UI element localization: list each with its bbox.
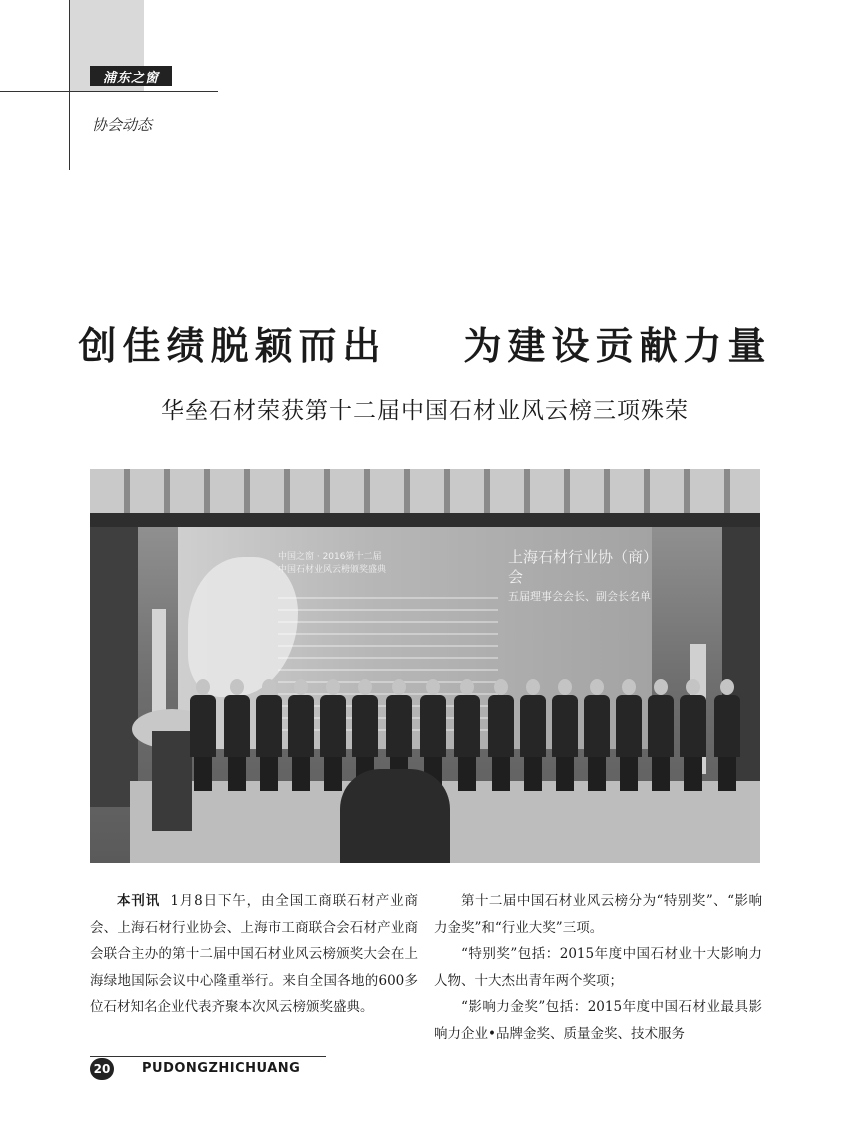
footer-magazine-name: PUDONGZHICHUANG [142,1061,301,1076]
photo-podium [152,731,192,831]
photo-person [454,679,480,791]
photo-person [520,679,546,791]
photo-person [190,679,216,791]
photo-person [488,679,514,791]
photo-person [224,679,250,791]
article-lead: 本刊讯 [117,893,161,909]
article-title: 创佳绩脱颖而出 为建设贡献力量 [78,324,772,368]
photo-person [714,679,740,791]
photo-curtain-left [90,527,138,807]
article-paragraph: “影响力金奖”包括：2015年度中国石材业最具影响力企业•品牌金奖、质量金奖、技术服务 [434,999,762,1042]
event-photo [90,469,760,863]
article-paragraph [90,888,418,1021]
header-vertical-rule [69,0,70,170]
photo-person [680,679,706,791]
screen-heading-line1: 上海石材行业协（商）会 [508,548,651,586]
screen-caption-line: 中国之窗 · 2016第十二届 [278,552,382,562]
page-number: 20 [90,1058,114,1080]
section-label: 协会动态 [92,116,153,134]
photo-person [320,679,346,791]
screen-heading [508,547,652,607]
footer-rule [90,1056,326,1057]
article-paragraph: “特别奖”包括：2015年度中国石材业十大影响力人物、十大杰出青年两个奖项； [434,946,762,989]
article-paragraph: 第十二届中国石材业风云榜分为“特别奖”、“影响力金奖”和“行业大奖”三项。 [434,893,762,936]
screen-heading-line2: 五届理事会会长、副会长名单 [508,590,651,603]
screen-caption-line: 中国石材业风云榜颁奖盛典 [278,565,387,575]
article-paragraph-text: 1月8日下午，由全国工商联石材产业商会、上海石材行业协会、上海市工商联合会石材产业商会联合主办的第十二届中国石材业风云榜颁奖大会在上海绿地国际会议中心隆重举行。来自全国各地的600多位石材知名企业代表齐聚本次风云榜颁奖盛典。 [90,893,419,1016]
magazine-badge: 浦东之窗 [90,66,172,86]
photo-person [552,679,578,791]
screen-left-caption [278,549,386,575]
photo-photographer-silhouette [340,769,450,863]
article-column-left [90,888,418,1021]
photo-group-of-people [190,679,750,799]
photo-person [616,679,642,791]
photo-person [288,679,314,791]
photo-person [584,679,610,791]
photo-ceiling-beam [90,513,760,527]
article-column-right [434,888,762,1048]
photo-person [256,679,282,791]
header-horizontal-rule [0,91,218,92]
photo-person [648,679,674,791]
article-subtitle: 华垒石材荣获第十二届中国石材业风云榜三项殊荣 [161,398,689,424]
